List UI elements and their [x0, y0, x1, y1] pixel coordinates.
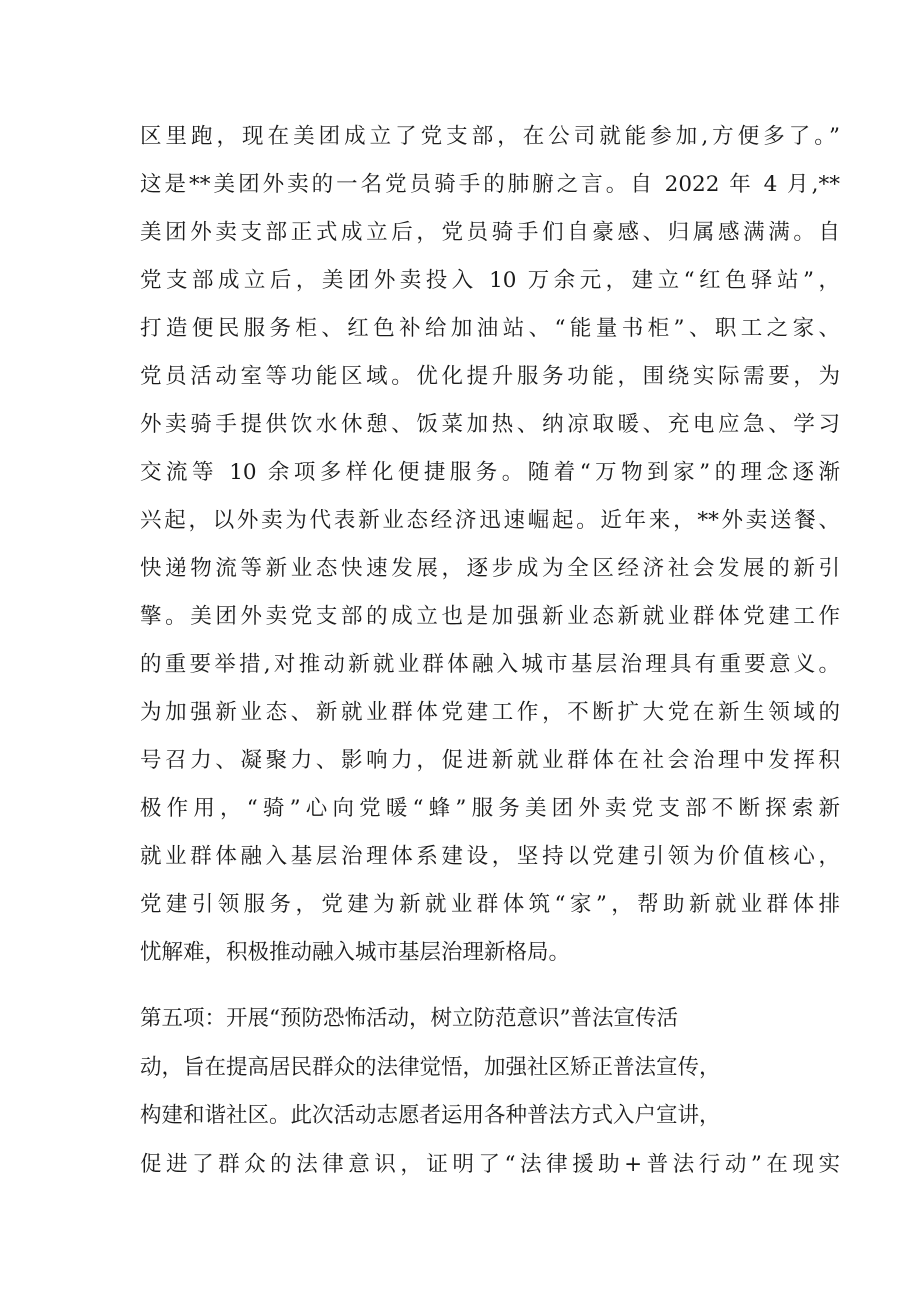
text-line: 极作用，“骑”心向党暖“蜂”服务美团外卖党支部不断探索新 — [140, 796, 840, 821]
text-line: 区里跑，现在美团成立了党支部，在公司就能参加,方便多了。” — [140, 124, 840, 149]
text-line: 忧解难，积极推动融入城市基层治理新格局。 — [140, 940, 571, 965]
text-line: 交流等 10 余项多样化便捷服务。随着“万物到家”的理念逐渐 — [140, 460, 840, 485]
paragraph-item-five — [140, 995, 840, 1189]
paragraph-party-branch — [140, 113, 840, 977]
text-line: 美团外卖支部正式成立后，党员骑手们自豪感、归属感满满。自 — [140, 220, 840, 245]
text-line: 的重要举措,对推动新就业群体融入城市基层治理具有重要意义。 — [140, 652, 840, 677]
text-line: 动，旨在提高居民群众的法律觉悟，加强社区矫正普法宣传， — [140, 1054, 721, 1080]
text-line: 第五项：开展“预防恐怖活动，树立防范意识”普法宣传活 — [140, 1006, 678, 1031]
text-line: 构建和谐社区。此次活动志愿者运用各种普法方式入户宣讲， — [140, 1103, 721, 1128]
text-line: 为加强新业态、新就业群体党建工作，不断扩大党在新生领域的 — [140, 700, 840, 725]
text-line: 号召力、凝聚力、影响力，促进新就业群体在社会治理中发挥积 — [140, 748, 840, 773]
text-line: 兴起，以外卖为代表新业态经济迅速崛起。近年来，**外卖送餐、 — [140, 508, 840, 533]
text-line: 党支部成立后，美团外卖投入 10 万余元，建立“红色驿站”， — [140, 268, 840, 293]
text-line: 这是**美团外卖的一名党员骑手的肺腑之言。自 2022 年 4 月,** — [140, 172, 840, 197]
text-line: 打造便民服务柜、红色补给加油站、“能量书柜”、职工之家、 — [140, 316, 840, 341]
text-line: 党员活动室等功能区域。优化提升服务功能，围绕实际需要，为 — [140, 364, 840, 389]
text-line: 外卖骑手提供饮水休憩、饭菜加热、纳凉取暖、充电应急、学习 — [140, 412, 840, 437]
text-line: 促进了群众的法律意识，证明了“法律援助+普法行动”在现实 — [140, 1151, 840, 1177]
text-line: 党建引领服务，党建为新就业群体筑“家”，帮助新就业群体排 — [140, 892, 840, 917]
text-line: 快递物流等新业态快速发展，逐步成为全区经济社会发展的新引 — [140, 556, 840, 581]
text-line: 擎。美团外卖党支部的成立也是加强新业态新就业群体党建工作 — [140, 604, 840, 629]
text-line: 就业群体融入基层治理体系建设，坚持以党建引领为价值核心， — [140, 844, 840, 869]
